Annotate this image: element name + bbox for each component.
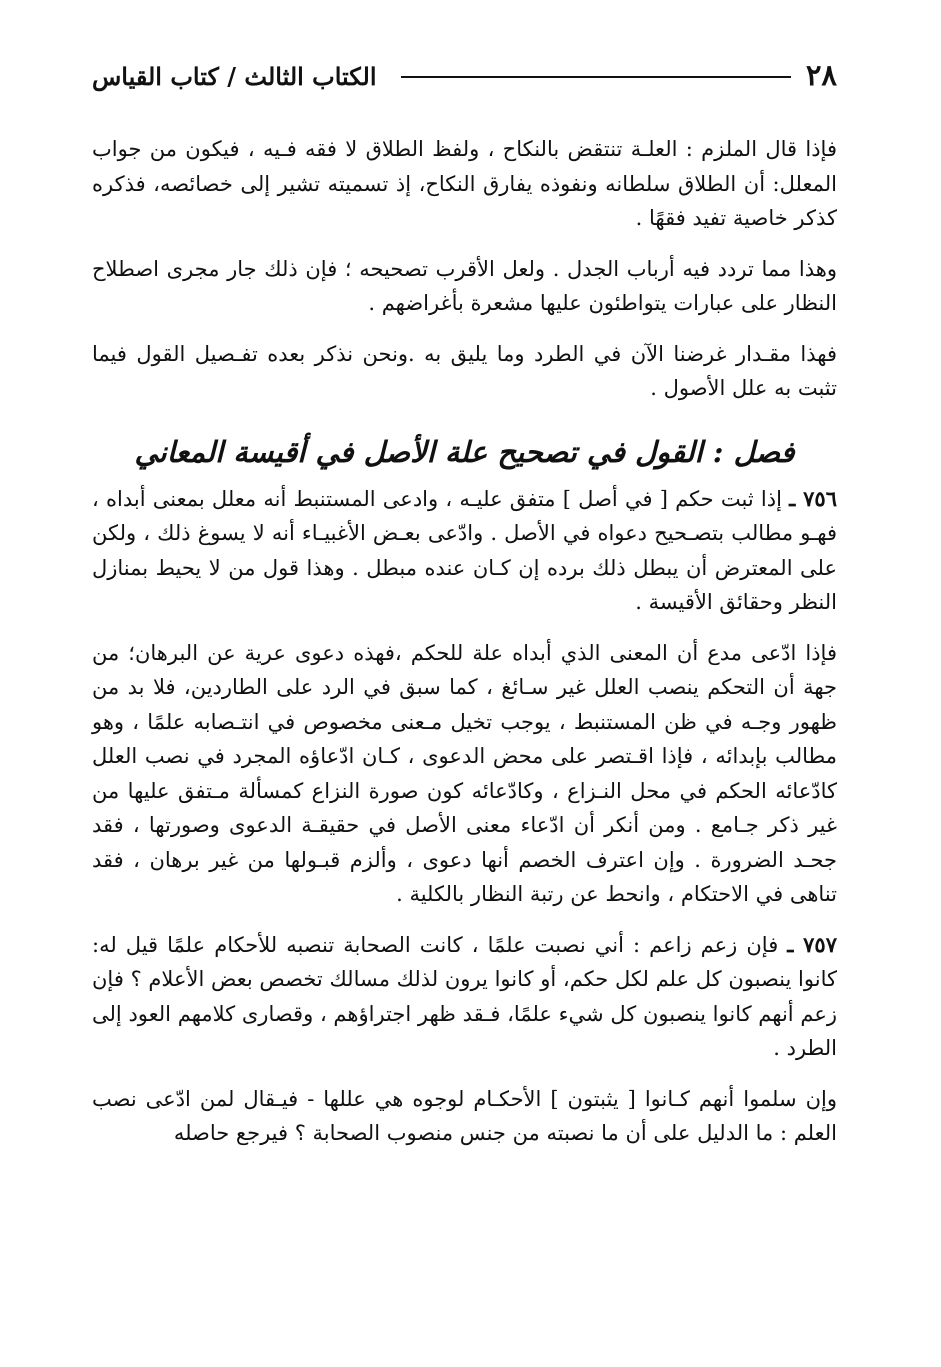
- running-title: الكتاب الثالث / كتاب القياس: [92, 62, 377, 91]
- page-number: ٢٨: [805, 58, 837, 92]
- paragraph-last: وإن سلموا أنهم كـانوا [ يثبتون ] الأحكـام لوجوه هي عللها - فيـقال لمن ادّعى نصب العلم : ما الدليل على أن ما نصبته من جنس منصوب الصحابة ؟ فيرجع حاصله: [92, 1086, 837, 1145]
- paragraph-number-757: ٧٥٧ ـ: [787, 931, 837, 957]
- page-content: [92, 132, 837, 1151]
- paragraph-3: فهذا مقـدار غرضنا الآن في الطرد وما يليق به .ونحن نذكر بعده تفـصيل القول فيما تثبت به علل الأصول .: [92, 341, 837, 400]
- page-header: [92, 56, 837, 102]
- paragraph-number-756: ٧٥٦ ـ: [789, 485, 837, 511]
- paragraph-2: وهذا مما تردد فيه أرباب الجدل . ولعل الأقرب تصحيحه ؛ فإن ذلك جار مجرى اصطلاح النظار على عبارات يتواطئون عليها مشعرة بأغراضهم .: [92, 256, 837, 315]
- paragraph-1: فإذا قال الملزم : العلـة تنتقض بالنكاح ، ولفظ الطلاق لا فقه فـيه ، فيكون من جواب المعلل: أن الطلاق سلطانه ونفوذه يفارق النكاح، إذ تسميته تشير إلى خصائصه، فذكره كذكر خاصية تفيد فقهًا .: [92, 137, 837, 230]
- paragraph-claim: فإذا ادّعى مدع أن المعنى الذي أبداه علة للحكم ،فهذه دعوى عرية عن البرهان؛ من جهة أن التحكم ينصب العلل غير سـائغ ، كما سبق في الرد على الطاردين، فلا بد من ظهور وجـه في ظن المستنبط ، يوجب تخيل مـعنى مخصوص في انتـصابه علمًا ، وهو مطالب بإبدائه ، فإذا اقـتصر على محض الدعوى ، كـان ادّعاؤه المجرد في نصب العلل كادّعائه الحكم في محل النـزاع ، وكادّعائه كون صورة النزاع كمسألة مـتفق عليها من غير ذكر جـامع . ومن أنكر أن ادّعاء معنى الأصل في حقيقـة الدعوى وصورتها ، فقد جحـد الضرورة . وإن اعترف الخصم أنها دعوى ، وألزم قبـولها من غير برهان ، فقد تناهى في الاحتكام ، وانحط عن رتبة النظار بالكلية .: [92, 640, 837, 906]
- paragraph-757: [92, 928, 837, 1066]
- paragraph-756-text: إذا ثبت حكم [ في أصل ] متفق عليـه ، وادعى المستنبط أنه معلل بمعنى أبداه ، فهـو مطالب بتصـحيح دعواه في الأصل . وادّعى بعـض الأغبيـاء أنه لا يسوغ ذلك ، ولكن على المعترض أن يبطل ذلك برده إن كـان عنده مبطل . وهذا قول من لا يحيط بمنازل النظر وحقائق الأقيسة .: [92, 486, 837, 614]
- section-title: فصل : القول في تصحيح علة الأصل في أقيسة المعاني: [134, 434, 795, 469]
- paragraph-756: [92, 482, 837, 620]
- paragraph-757-text: فإن زعم زاعم : أني نصبت علمًا ، كانت الصحابة تنصبه للأحكام علمًا قيل له: كانوا ينصبون كل علم لكل حكم، أو كانوا يرون لذلك مسالك تخصص بعض الأعلام ؟ فإن زعم أنهم كانوا ينصبون كل شيء علمًا، فـقد ظهر اجتراؤهم ، وقصارى كلامهم العود إلى الطرد .: [92, 932, 837, 1060]
- header-rule: [401, 76, 791, 78]
